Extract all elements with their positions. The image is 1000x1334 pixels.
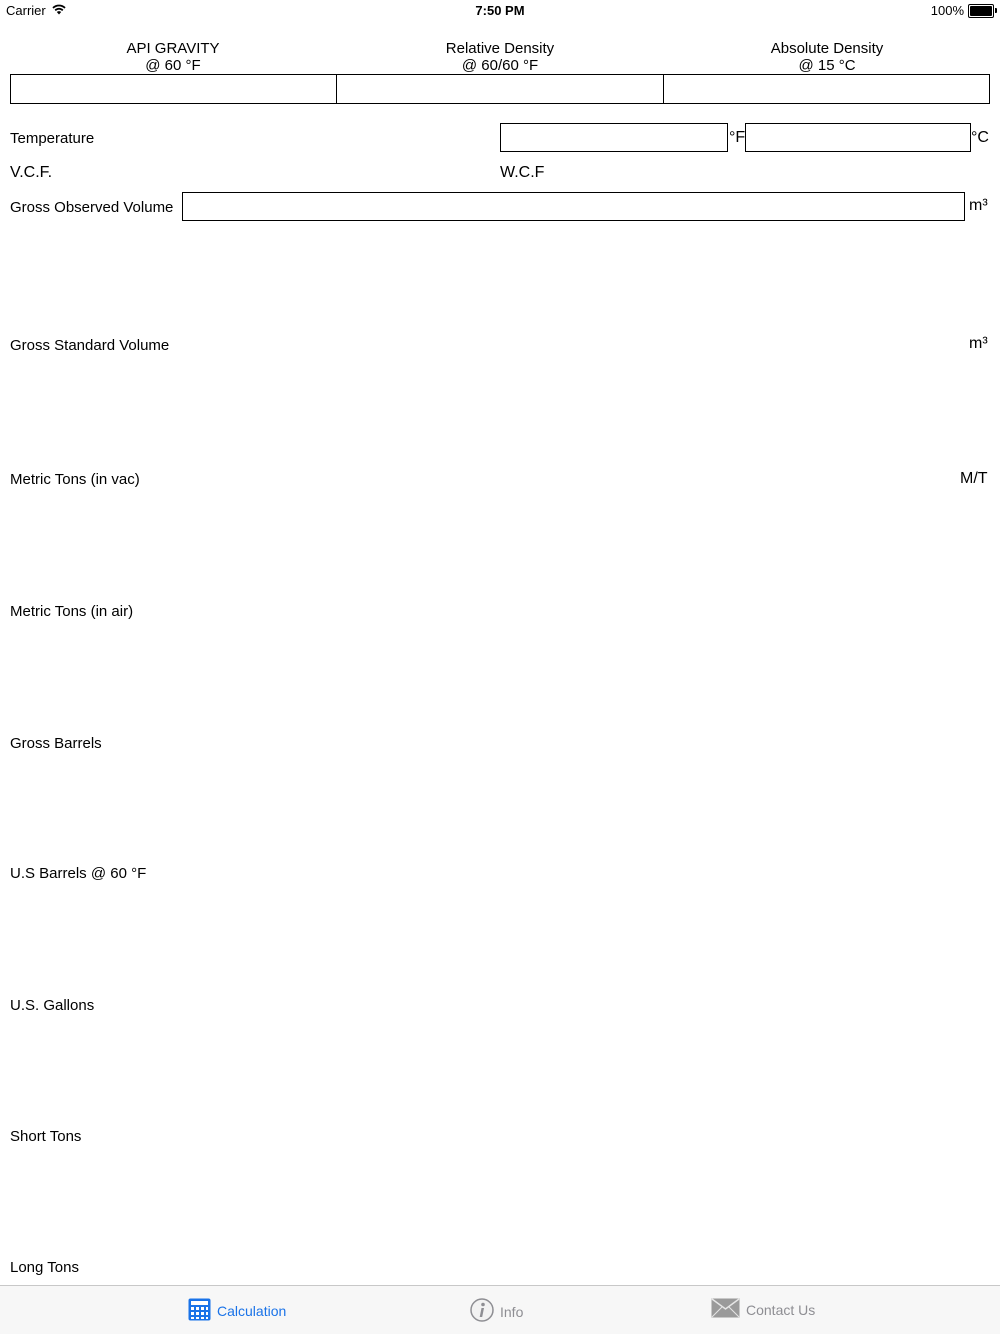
- gross-barrels-label: Gross Barrels: [10, 735, 102, 752]
- tab-calculation-label: Calculation: [217, 1303, 287, 1319]
- short-tons-label: Short Tons: [10, 1128, 82, 1145]
- mt-vac-unit: M/T: [960, 470, 988, 487]
- battery-percent: 100%: [930, 3, 964, 18]
- calculator-icon: [188, 1298, 211, 1324]
- tab-info[interactable]: [470, 1298, 523, 1325]
- temperature-f-input[interactable]: [500, 123, 728, 152]
- api-gravity-header: [10, 40, 336, 74]
- api-gravity-input[interactable]: [10, 74, 337, 104]
- status-bar-right: [931, 3, 994, 18]
- wcf-label: W.C.F: [500, 164, 545, 181]
- us-barrels-label: U.S Barrels @ 60 °F: [10, 865, 147, 882]
- tab-bar: [0, 1285, 1000, 1334]
- temperature-c-input[interactable]: [745, 123, 971, 152]
- mail-icon: [711, 1298, 740, 1321]
- tab-calculation[interactable]: [188, 1298, 286, 1324]
- relative-density-title: Relative Density: [445, 40, 555, 57]
- absolute-density-title: Absolute Density: [770, 40, 884, 57]
- battery-icon: [968, 4, 994, 18]
- mt-vac-label: Metric Tons (in vac): [10, 471, 140, 488]
- absolute-density-header: [664, 40, 990, 74]
- temperature-label: Temperature: [10, 130, 95, 147]
- tab-info-label: Info: [500, 1303, 524, 1320]
- info-icon: [470, 1298, 494, 1325]
- mt-air-label: Metric Tons (in air): [10, 603, 134, 620]
- gov-label: Gross Observed Volume: [10, 199, 174, 216]
- gov-unit: m³: [969, 197, 988, 214]
- relative-density-subtitle: @ 60/60 °F: [461, 57, 539, 74]
- carrier-label: Carrier: [6, 3, 46, 18]
- celsius-unit: °C: [971, 129, 989, 146]
- relative-density-header: [337, 40, 663, 74]
- relative-density-input[interactable]: [336, 74, 664, 104]
- absolute-density-input[interactable]: [663, 74, 990, 104]
- gsv-label: Gross Standard Volume: [10, 337, 170, 354]
- tab-contact[interactable]: [711, 1298, 815, 1321]
- gov-input[interactable]: [182, 192, 965, 221]
- status-time: 7:50 PM: [475, 3, 525, 18]
- vcf-label: V.C.F.: [10, 164, 53, 181]
- fahrenheit-unit: °F: [729, 129, 746, 146]
- tab-contact-label: Contact Us: [746, 1301, 816, 1318]
- api-gravity-subtitle: @ 60 °F: [145, 57, 201, 74]
- us-gallons-label: U.S. Gallons: [10, 997, 95, 1014]
- gsv-unit: m³: [969, 335, 988, 352]
- status-bar: [0, 0, 1000, 22]
- api-gravity-title: API GRAVITY: [126, 40, 220, 57]
- absolute-density-subtitle: @ 15 °C: [798, 57, 856, 74]
- long-tons-label: Long Tons: [10, 1259, 79, 1276]
